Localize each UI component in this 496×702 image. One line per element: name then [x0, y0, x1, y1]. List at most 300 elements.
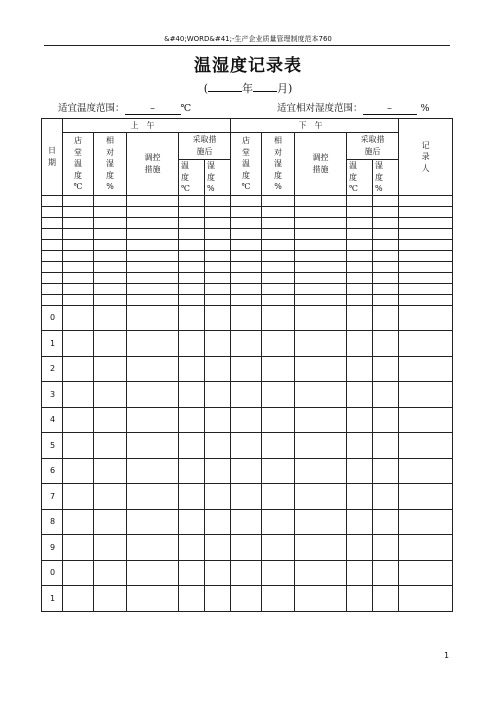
table-cell[interactable]: [63, 228, 94, 239]
table-cell[interactable]: [179, 261, 205, 272]
table-cell[interactable]: [94, 305, 127, 331]
temp-unit: ℃: [180, 103, 192, 114]
table-cell[interactable]: [347, 228, 373, 239]
table-cell[interactable]: [231, 458, 262, 484]
table-cell[interactable]: [231, 195, 262, 206]
table-row: [42, 294, 462, 305]
date-cell[interactable]: 4: [42, 407, 63, 433]
table-cell[interactable]: [179, 272, 205, 283]
table-cell[interactable]: [205, 407, 231, 433]
table-cell[interactable]: [94, 560, 127, 586]
table-cell[interactable]: [373, 195, 399, 206]
table-cell[interactable]: [262, 283, 295, 294]
table-cell[interactable]: [179, 206, 205, 217]
table-cell[interactable]: [347, 294, 373, 305]
date-cell[interactable]: 2: [42, 356, 63, 382]
table-cell[interactable]: [373, 217, 399, 228]
table-cell[interactable]: [127, 535, 179, 561]
table-cell[interactable]: [94, 206, 127, 217]
table-cell[interactable]: [295, 535, 347, 561]
table-cell[interactable]: [399, 535, 453, 561]
table-cell[interactable]: [295, 484, 347, 510]
table-cell[interactable]: [262, 305, 295, 331]
table-cell[interactable]: [262, 356, 295, 382]
month-label: 月): [277, 82, 293, 95]
table-cell[interactable]: [127, 433, 179, 459]
table-cell[interactable]: [205, 382, 231, 408]
pm-after-humid-header: 湿 度 %: [373, 160, 399, 196]
table-cell[interactable]: [231, 560, 262, 586]
table-cell[interactable]: [231, 283, 262, 294]
table-cell[interactable]: [399, 272, 453, 283]
table-cell[interactable]: [295, 283, 347, 294]
table-cell[interactable]: [231, 272, 262, 283]
table-cell[interactable]: [295, 261, 347, 272]
table-row: [42, 250, 462, 261]
table-cell[interactable]: [262, 331, 295, 357]
table-cell[interactable]: [205, 228, 231, 239]
table-cell[interactable]: [127, 509, 179, 535]
table-cell[interactable]: [231, 535, 262, 561]
table-cell[interactable]: [295, 560, 347, 586]
table-cell[interactable]: [94, 382, 127, 408]
table-row: [42, 283, 462, 294]
table-cell[interactable]: [179, 356, 205, 382]
table-cell[interactable]: [205, 294, 231, 305]
table-cell[interactable]: [399, 195, 453, 206]
table-cell[interactable]: [262, 250, 295, 261]
table-cell[interactable]: [399, 407, 453, 433]
table-cell[interactable]: [205, 250, 231, 261]
table-cell[interactable]: [94, 294, 127, 305]
table-cell[interactable]: [295, 509, 347, 535]
table-cell[interactable]: [179, 217, 205, 228]
table-cell[interactable]: [295, 586, 347, 612]
table-cell[interactable]: [205, 305, 231, 331]
table-cell[interactable]: [63, 283, 94, 294]
table-cell[interactable]: [127, 250, 179, 261]
pm-after-temp-header: 温 度 ℃: [347, 160, 373, 196]
table-cell[interactable]: [262, 228, 295, 239]
table-cell[interactable]: [63, 217, 94, 228]
table-cell[interactable]: [63, 294, 94, 305]
table-cell[interactable]: [63, 382, 94, 408]
pm-rel-humid-header: 相 对 湿 度 %: [262, 133, 295, 196]
table-cell[interactable]: [399, 382, 453, 408]
table-cell[interactable]: [399, 294, 453, 305]
table-cell[interactable]: [295, 272, 347, 283]
table-cell[interactable]: [399, 433, 453, 459]
table-cell[interactable]: [262, 484, 295, 510]
table-cell[interactable]: [347, 382, 373, 408]
table-cell[interactable]: [127, 484, 179, 510]
table-cell[interactable]: [94, 217, 127, 228]
table-cell[interactable]: [373, 586, 399, 612]
table-cell[interactable]: [399, 509, 453, 535]
am-rel-humid-header: 相 对 湿 度 %: [94, 133, 127, 196]
table-cell[interactable]: [42, 272, 63, 283]
table-cell[interactable]: [63, 407, 94, 433]
table-cell[interactable]: [262, 206, 295, 217]
table-cell[interactable]: [262, 239, 295, 250]
table-cell[interactable]: [295, 305, 347, 331]
table-cell[interactable]: [127, 305, 179, 331]
table-cell[interactable]: [205, 560, 231, 586]
table-cell[interactable]: [94, 261, 127, 272]
header-divider: [44, 45, 450, 46]
table-cell[interactable]: [179, 239, 205, 250]
date-cell[interactable]: 1: [42, 586, 63, 612]
table-cell[interactable]: [179, 535, 205, 561]
table-cell[interactable]: [42, 217, 63, 228]
table-cell[interactable]: [231, 382, 262, 408]
table-cell[interactable]: [63, 535, 94, 561]
table-cell[interactable]: [94, 239, 127, 250]
table-cell[interactable]: [373, 484, 399, 510]
table-cell[interactable]: [205, 509, 231, 535]
table-cell[interactable]: [373, 261, 399, 272]
table-cell[interactable]: [179, 458, 205, 484]
table-cell[interactable]: [42, 206, 63, 217]
table-cell[interactable]: [295, 217, 347, 228]
table-cell[interactable]: [295, 250, 347, 261]
table-cell[interactable]: [94, 283, 127, 294]
table-cell[interactable]: [231, 305, 262, 331]
table-cell[interactable]: [127, 206, 179, 217]
table-cell[interactable]: [347, 217, 373, 228]
table-cell[interactable]: [42, 283, 63, 294]
table-cell[interactable]: [373, 294, 399, 305]
table-cell[interactable]: [231, 586, 262, 612]
table-cell[interactable]: [347, 331, 373, 357]
temp-range-blank[interactable]: –: [125, 103, 181, 115]
table-cell[interactable]: [231, 206, 262, 217]
table-row: [42, 206, 462, 217]
table-cell[interactable]: [94, 272, 127, 283]
table-cell[interactable]: [127, 331, 179, 357]
am-control-header: 调控 措施: [127, 133, 179, 196]
table-cell[interactable]: [347, 509, 373, 535]
table-cell[interactable]: [373, 560, 399, 586]
table-cell[interactable]: [94, 458, 127, 484]
date-cell[interactable]: 1: [42, 331, 63, 357]
table-cell[interactable]: [63, 560, 94, 586]
table-cell[interactable]: [127, 458, 179, 484]
table-cell[interactable]: [373, 239, 399, 250]
table-cell[interactable]: [262, 195, 295, 206]
table-cell[interactable]: [295, 331, 347, 357]
table-cell[interactable]: [63, 250, 94, 261]
table-cell[interactable]: [127, 261, 179, 272]
table-cell[interactable]: [347, 535, 373, 561]
table-cell[interactable]: [94, 195, 127, 206]
table-cell[interactable]: [295, 407, 347, 433]
table-row: [42, 195, 462, 206]
table-cell[interactable]: [205, 217, 231, 228]
table-cell[interactable]: [63, 261, 94, 272]
table-cell[interactable]: [262, 294, 295, 305]
table-cell[interactable]: [205, 195, 231, 206]
table-cell[interactable]: [179, 283, 205, 294]
table-cell[interactable]: [63, 305, 94, 331]
table-cell[interactable]: [373, 509, 399, 535]
table-cell[interactable]: [94, 228, 127, 239]
table-cell[interactable]: [205, 283, 231, 294]
table-cell[interactable]: [399, 586, 453, 612]
table-cell[interactable]: [231, 509, 262, 535]
table-cell[interactable]: [179, 382, 205, 408]
table-row: [42, 331, 462, 357]
year-blank[interactable]: [208, 80, 242, 92]
table-row: [42, 382, 462, 408]
table-cell[interactable]: [399, 217, 453, 228]
table-cell[interactable]: [231, 261, 262, 272]
table-cell[interactable]: [179, 250, 205, 261]
date-cell[interactable]: 6: [42, 458, 63, 484]
table-cell[interactable]: [127, 407, 179, 433]
table-cell[interactable]: [127, 195, 179, 206]
table-cell[interactable]: [205, 433, 231, 459]
table-cell[interactable]: [262, 407, 295, 433]
table-cell[interactable]: [179, 228, 205, 239]
table-row: [42, 509, 462, 535]
table-cell[interactable]: [179, 407, 205, 433]
table-cell[interactable]: [63, 206, 94, 217]
table-cell[interactable]: [399, 239, 453, 250]
table-cell[interactable]: [94, 484, 127, 510]
temp-range: [58, 100, 191, 115]
table-cell[interactable]: [231, 331, 262, 357]
table-row: [42, 560, 462, 586]
table-cell[interactable]: [373, 382, 399, 408]
date-cell[interactable]: 3: [42, 382, 63, 408]
table-cell[interactable]: [63, 356, 94, 382]
table-cell[interactable]: [347, 283, 373, 294]
month-blank[interactable]: [253, 80, 277, 92]
table-cell[interactable]: [399, 228, 453, 239]
table-cell[interactable]: [205, 484, 231, 510]
table-cell[interactable]: [63, 586, 94, 612]
table-cell[interactable]: [262, 261, 295, 272]
table-cell[interactable]: [347, 206, 373, 217]
table-cell[interactable]: [205, 356, 231, 382]
table-cell[interactable]: [179, 294, 205, 305]
table-cell[interactable]: [347, 305, 373, 331]
table-cell[interactable]: [42, 239, 63, 250]
table-cell[interactable]: [295, 433, 347, 459]
humid-range-blank[interactable]: –: [363, 103, 417, 115]
table-row: [42, 433, 462, 459]
table-cell[interactable]: [94, 331, 127, 357]
table-cell[interactable]: [399, 250, 453, 261]
table-cell[interactable]: [63, 509, 94, 535]
date-cell[interactable]: 8: [42, 509, 63, 535]
table-cell[interactable]: [205, 261, 231, 272]
table-cell[interactable]: [231, 239, 262, 250]
table-cell[interactable]: [295, 458, 347, 484]
table-cell[interactable]: [262, 586, 295, 612]
table-cell[interactable]: [347, 433, 373, 459]
table-cell[interactable]: [373, 407, 399, 433]
recorder-header: 记 录 人: [399, 119, 453, 196]
pm-control-header: 调控 措施: [295, 133, 347, 196]
table-cell[interactable]: [231, 433, 262, 459]
table-cell[interactable]: [94, 586, 127, 612]
table-cell[interactable]: [127, 283, 179, 294]
table-cell[interactable]: [262, 560, 295, 586]
table-cell[interactable]: [373, 250, 399, 261]
table-cell[interactable]: [179, 586, 205, 612]
table-cell[interactable]: [399, 331, 453, 357]
date-cell[interactable]: 7: [42, 484, 63, 510]
date-cell[interactable]: 0: [42, 560, 63, 586]
table-cell[interactable]: [373, 433, 399, 459]
table-cell[interactable]: [179, 560, 205, 586]
table-cell[interactable]: [63, 458, 94, 484]
table-cell[interactable]: [373, 305, 399, 331]
table-cell[interactable]: [347, 272, 373, 283]
table-cell[interactable]: [262, 535, 295, 561]
table-cell[interactable]: [399, 458, 453, 484]
table-cell[interactable]: [42, 228, 63, 239]
table-row: [42, 407, 462, 433]
table-cell[interactable]: [231, 356, 262, 382]
table-cell[interactable]: [94, 535, 127, 561]
table-cell[interactable]: [373, 356, 399, 382]
table-cell[interactable]: [262, 382, 295, 408]
table-cell[interactable]: [347, 250, 373, 261]
table-cell[interactable]: [127, 294, 179, 305]
table-cell[interactable]: [295, 294, 347, 305]
table-cell[interactable]: [179, 195, 205, 206]
table-cell[interactable]: [94, 509, 127, 535]
table-cell[interactable]: [295, 195, 347, 206]
table-cell[interactable]: [205, 331, 231, 357]
table-cell[interactable]: [205, 239, 231, 250]
table-cell[interactable]: [127, 560, 179, 586]
table-cell[interactable]: [94, 407, 127, 433]
table-cell[interactable]: [347, 261, 373, 272]
table-cell[interactable]: [399, 283, 453, 294]
table-cell[interactable]: [63, 272, 94, 283]
table-cell[interactable]: [179, 433, 205, 459]
table-cell[interactable]: [295, 239, 347, 250]
table-cell[interactable]: [231, 228, 262, 239]
table-cell[interactable]: [295, 356, 347, 382]
table-cell[interactable]: [399, 356, 453, 382]
table-cell[interactable]: [373, 331, 399, 357]
table-cell[interactable]: [262, 217, 295, 228]
table-cell[interactable]: [231, 250, 262, 261]
table-cell[interactable]: [295, 382, 347, 408]
period-line: [0, 80, 496, 96]
table-cell[interactable]: [373, 458, 399, 484]
am-after-measure-header: 采取措 施后: [179, 133, 231, 160]
table-cell[interactable]: [205, 586, 231, 612]
table-cell[interactable]: [231, 407, 262, 433]
table-cell[interactable]: [373, 228, 399, 239]
table-cell[interactable]: [347, 586, 373, 612]
table-cell[interactable]: [127, 228, 179, 239]
table-cell[interactable]: [42, 195, 63, 206]
date-cell[interactable]: 9: [42, 535, 63, 561]
table-cell[interactable]: [63, 484, 94, 510]
table-cell[interactable]: [295, 206, 347, 217]
table-cell[interactable]: [63, 239, 94, 250]
table-cell[interactable]: [347, 407, 373, 433]
table-cell[interactable]: [179, 305, 205, 331]
date-cell[interactable]: 5: [42, 433, 63, 459]
table-cell[interactable]: [347, 560, 373, 586]
am-after-temp-header: 温 度 ℃: [179, 160, 205, 196]
table-cell[interactable]: [347, 356, 373, 382]
table-cell[interactable]: [94, 433, 127, 459]
table-cell[interactable]: [347, 195, 373, 206]
table-cell[interactable]: [262, 509, 295, 535]
table-cell[interactable]: [205, 206, 231, 217]
table-cell[interactable]: [373, 272, 399, 283]
table-cell[interactable]: [231, 294, 262, 305]
table-cell[interactable]: [127, 272, 179, 283]
table-cell[interactable]: [399, 206, 453, 217]
table-cell[interactable]: [262, 433, 295, 459]
table-cell[interactable]: [94, 250, 127, 261]
table-cell[interactable]: [127, 217, 179, 228]
table-cell[interactable]: [262, 272, 295, 283]
table-cell[interactable]: [262, 458, 295, 484]
table-row: [42, 305, 462, 331]
table-cell[interactable]: [347, 484, 373, 510]
table-cell[interactable]: [399, 560, 453, 586]
table-cell[interactable]: [399, 261, 453, 272]
table-cell[interactable]: [127, 239, 179, 250]
table-cell[interactable]: [179, 331, 205, 357]
table-cell[interactable]: [42, 294, 63, 305]
table-cell[interactable]: [179, 509, 205, 535]
table-cell[interactable]: [399, 484, 453, 510]
table-cell[interactable]: [373, 206, 399, 217]
table-cell[interactable]: [231, 217, 262, 228]
table-cell[interactable]: [63, 331, 94, 357]
table-cell[interactable]: [373, 535, 399, 561]
table-cell[interactable]: [231, 484, 262, 510]
table-cell[interactable]: [127, 356, 179, 382]
table-cell[interactable]: [205, 272, 231, 283]
table-cell[interactable]: [63, 433, 94, 459]
table-cell[interactable]: [127, 382, 179, 408]
table-cell[interactable]: [399, 305, 453, 331]
table-row: [42, 217, 462, 228]
table-cell[interactable]: [179, 484, 205, 510]
table-cell[interactable]: [347, 458, 373, 484]
document-title: 温湿度记录表: [194, 56, 302, 76]
table-row: [42, 356, 462, 382]
table-cell[interactable]: [347, 239, 373, 250]
table-cell[interactable]: [205, 535, 231, 561]
table-cell[interactable]: [127, 586, 179, 612]
date-cell[interactable]: 0: [42, 305, 63, 331]
table-cell[interactable]: [42, 250, 63, 261]
table-cell[interactable]: [63, 195, 94, 206]
table-row: [42, 239, 462, 250]
table-cell[interactable]: [205, 458, 231, 484]
table-cell[interactable]: [295, 228, 347, 239]
humid-range-label: 适宜相对湿度范围：: [277, 103, 363, 114]
table-cell[interactable]: [373, 283, 399, 294]
table-cell[interactable]: [94, 356, 127, 382]
table-cell[interactable]: [42, 261, 63, 272]
date-header: 日 期: [42, 119, 63, 196]
